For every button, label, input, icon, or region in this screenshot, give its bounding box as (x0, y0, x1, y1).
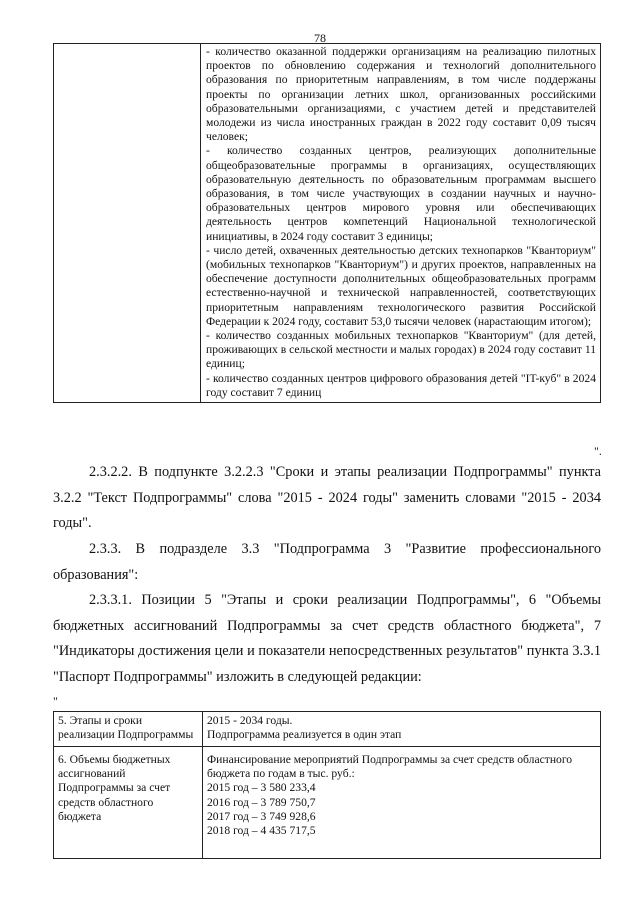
row-label: 5. Этапы и сроки реализации Подпрограммы (54, 712, 203, 747)
opening-quote: " (53, 694, 58, 708)
closing-quote: ". (594, 444, 602, 458)
indicators-cell (201, 44, 601, 403)
value-line: 2015 год – 3 580 233,4 (207, 781, 316, 795)
indicators-table-continuation (53, 43, 601, 403)
value-line: 2017 год – 3 749 928,6 (207, 809, 316, 823)
value-line: Подпрограмма реализуется в один этап (207, 728, 402, 742)
paragraph-2-3-2-2: 2.3.2.2. В подпункте 3.2.2.3 "Сроки и этапы реализации Подпрограммы" пункта 3.2.2 "Текст Подпрограммы" слова "2015 - 2024 годы" заменить словами "2015 - 2034 годы". (53, 464, 601, 531)
subprogram-passport-table (53, 711, 601, 859)
page-number: 78 (314, 31, 326, 45)
row-value (203, 747, 601, 859)
table-row (54, 712, 601, 747)
value-line: Финансирование мероприятий Подпрограммы за счет средств областного бюджета по годам в тыс. руб.: (207, 753, 573, 781)
indicator-item: - количество оказанной поддержки организациям на реализацию пилотных проектов по обновлению содержания и технологий дополнительного образования по приоритетным направлениям, в том числе поддержаны проекты по организации летних школ, организованных российскими образовательными организациями, с участием детей и представителей молодежи из числа иностранных граждан в 2022 году составит 0,09 тысяч человек; (206, 45, 596, 144)
indicator-item: - количество созданных мобильных технопарков "Кванториум" (для детей, проживающих в сельской местности и малых городах) в 2024 году составит 11 единиц; (206, 329, 596, 371)
paragraph-2-3-3: 2.3.3. В подразделе 3.3 "Подпрограмма 3 "Развитие профессионального образования": (53, 541, 601, 583)
indicator-item: - число детей, охваченных деятельностью детских технопарков "Кванториум" (мобильных технопарков "Кванториум") и других проектов, направленных на обеспечение доступности дополнительных общеобразовательных программ естественно-научной и технической направленностей, соответствующих приоритетным направлениям технологического развития Российской Федерации к 2024 году, составит 53,0 тысячи человек (нарастающим итогом); (206, 243, 596, 328)
indicator-item: - количество созданных центров цифрового образования детей "IT-куб" в 2024 году составит 7 единиц (206, 371, 596, 399)
value-line: 2018 год – 4 435 717,5 (207, 824, 316, 838)
empty-label-cell (54, 44, 201, 403)
indicator-item: - количество созданных центров, реализующих дополнительные общеобразовательные программы в организациях, осуществляющих образовательную деятельность по образовательным программам высшего образования, в том числе участвующих в создании научных и научно-образовательных центров мирового уровня или обеспечивающих деятельность центров компетенций Национальной технологической инициативы, в 2024 году составит 3 единицы; (206, 144, 596, 243)
value-line: 2015 - 2034 годы. (207, 714, 293, 727)
table-row (54, 747, 601, 859)
paragraph-2-3-3-1: 2.3.3.1. Позиции 5 "Этапы и сроки реализации Подпрограммы", 6 "Объемы бюджетных ассигнований Подпрограммы за счет средств областного бюджета", 7 "Индикаторы достижения цели и показатели непосредственных результатов" пункта 3.3.1 "Паспорт Подпрограммы" изложить в следующей редакции: (53, 592, 601, 685)
row-label: 6. Объемы бюджетных ассигнований Подпрограммы за счет средств областного бюджета (54, 747, 203, 859)
value-line: 2016 год – 3 789 750,7 (207, 795, 316, 809)
row-value (203, 712, 601, 747)
